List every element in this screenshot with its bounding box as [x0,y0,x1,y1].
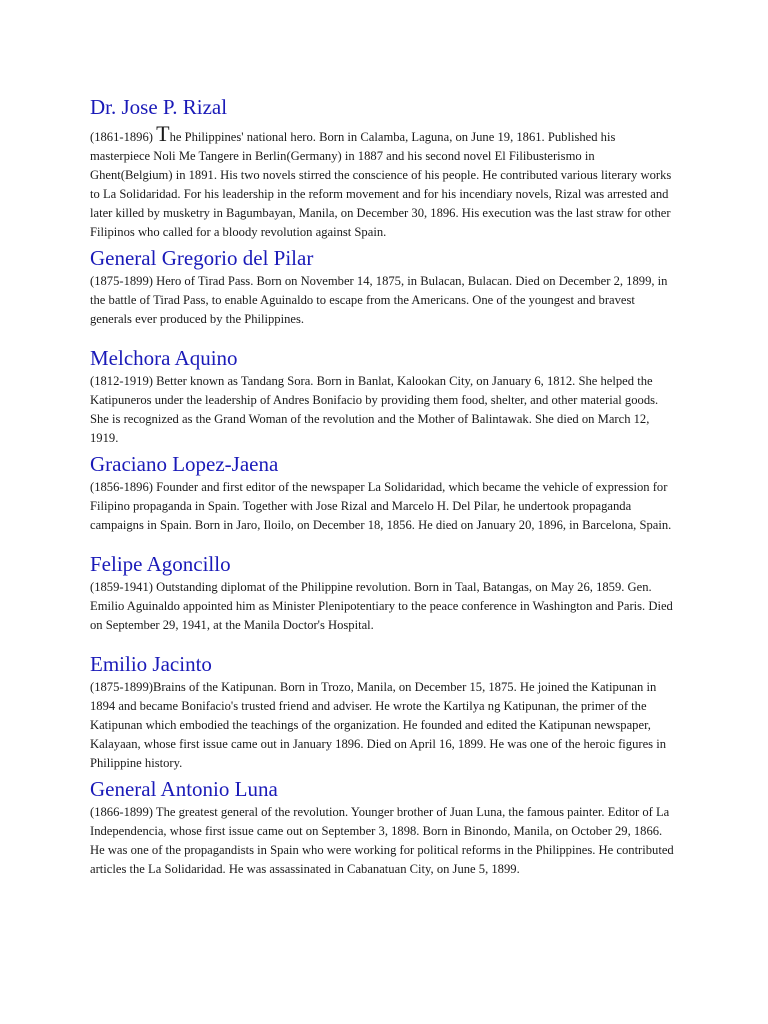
entry-melchora-aquino [90,344,678,448]
entry-body: (1866-1899) The greatest general of the revolution. Younger brother of Juan Luna, the famous painter. Editor of La Independencia, whose first issue came out on September 3, 1898. Born in Binondo, Manila, on October 29, 1866. He was one of the propagandists in Spain who were working for political reforms in the Philippines. He contributed articles the La Solidaridad. He was assassinated in Cabanatuan City, on June 5, 1899. [90,805,674,876]
document-page [90,93,678,879]
entry-heading: Felipe Agoncillo [90,552,231,576]
entry-years: (1861-1896) [90,130,153,144]
entry-heading: Dr. Jose P. Rizal [90,95,228,119]
entry-text: he Philippines' national hero. Born in Calamba, Laguna, on June 19, 1861. Published his masterpiece Noli Me Tangere in Berlin(Germany) in 1887 and his second novel El Filibusterismo in Ghent(Belgium) in 1891. His two novels stirred the conscience of his people. He contributed various literary works to La Solidaridad. For his leadership in the reform movement and for his incendiary novels, Rizal was arrested and later killed by musketry in Bagumbayan, Manila, on December 30, 1896. His execution was the last straw for other Filipinos who called for a bloody revolution against Spain. [90,130,672,239]
entry-heading: General Gregorio del Pilar [90,246,314,270]
entry-body: (1875-1899)Brains of the Katipunan. Born in Trozo, Manila, on December 15, 1875. He joined the Katipunan in 1894 and became Bonifacio's trusted friend and adviser. He wrote the Kartilya ng Katipunan, the primer of the Katipunan which embodied the teachings of the organization. He founded and edited the Katipunan newspaper, Kalayaan, whose first issue came out in January 1896. Died on April 16, 1899. He was one of the heroic figures in Philippine history. [90,680,667,770]
entry-heading: Melchora Aquino [90,346,238,370]
entry-graciano-lopez-jaena [90,450,678,535]
entry-body [90,121,678,242]
entry-antonio-luna [90,775,678,879]
entry-body: (1812-1919) Better known as Tandang Sora. Born in Banlat, Kalookan City, on January 6, 1812. She helped the Katipuneros under the leadership of Andres Bonifacio by providing them food, shelter, and other material goods. She is recognized as the Grand Woman of the revolution and the Mother of Balintawak. She died on March 12, 1919. [90,374,659,445]
entry-body: (1859-1941) Outstanding diplomat of the Philippine revolution. Born in Taal, Batangas, on May 26, 1859. Gen. Emilio Aguinaldo appointed him as Minister Plenipotentiary to the peace conference in Washington and Paris. Died on September 29, 1941, at the Manila Doctor's Hospital. [90,580,673,632]
drop-cap: T [156,121,170,146]
entry-heading: Emilio Jacinto [90,652,212,676]
entry-jose-rizal [90,93,678,242]
entry-heading: Graciano Lopez-Jaena [90,452,279,476]
entry-body: (1856-1896) Founder and first editor of the newspaper La Solidaridad, which became the vehicle of expression for Filipino propaganda in Spain. Together with Jose Rizal and Marcelo H. Del Pilar, he undertook propaganda campaigns in Spain. Born in Jaro, Iloilo, on December 18, 1856. He died on January 20, 1896, in Barcelona, Spain. [90,480,672,532]
entry-body: (1875-1899) Hero of Tirad Pass. Born on November 14, 1875, in Bulacan, Bulacan. Died on December 2, 1899, in the battle of Tirad Pass, to enable Aguinaldo to escape from the Americans. One of the youngest and bravest generals ever produced by the Philippines. [90,274,668,326]
entry-felipe-agoncillo [90,550,678,635]
entry-emilio-jacinto [90,650,678,773]
entry-heading: General Antonio Luna [90,777,278,801]
entry-gregorio-del-pilar [90,244,678,329]
